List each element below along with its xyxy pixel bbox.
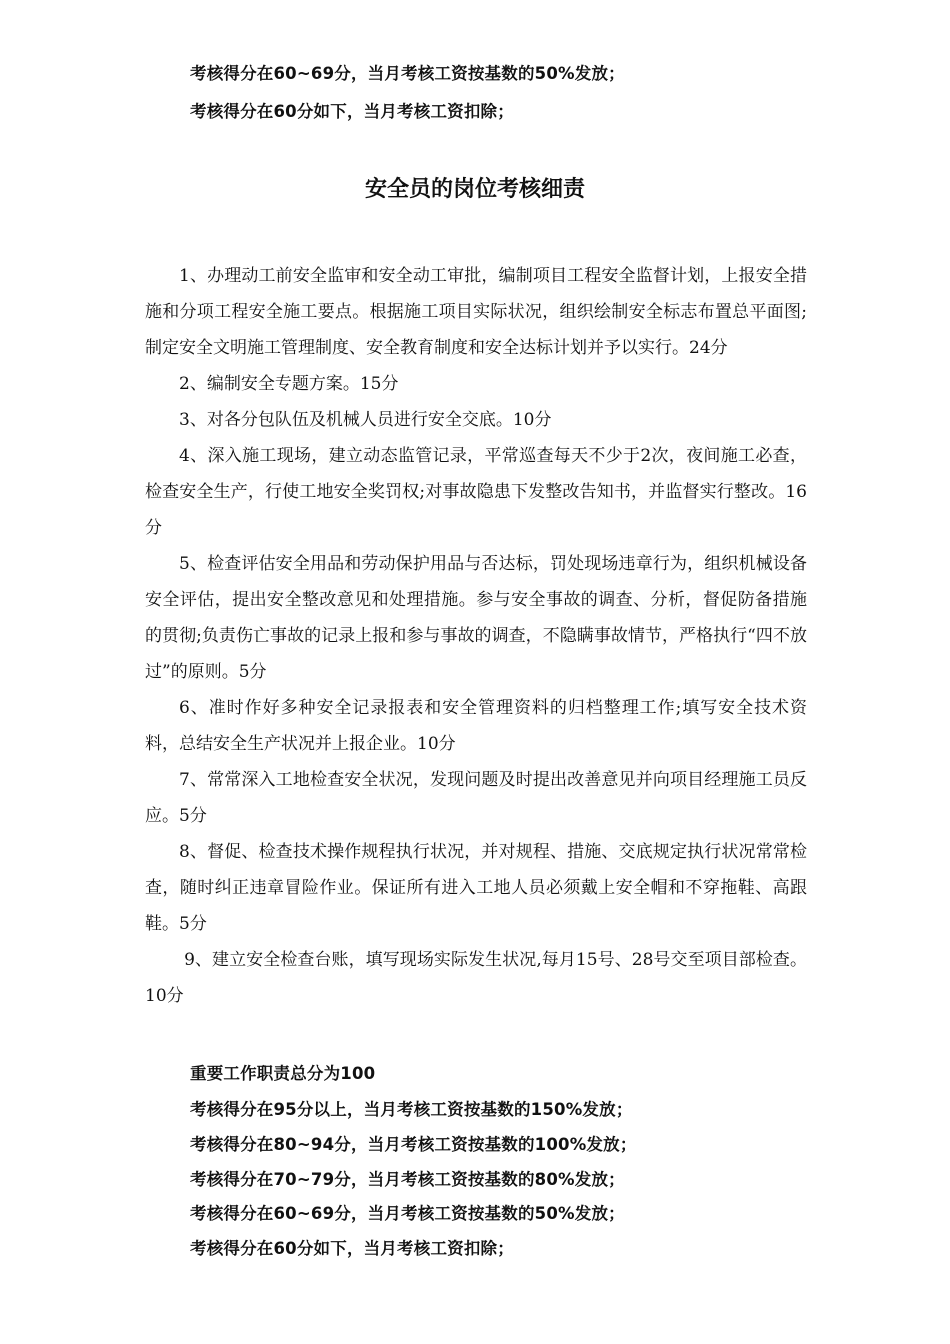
duty-item: 1、办理动工前安全监审和安全动工审批，编制项目工程安全监督计划，上报安全措施和分项工程安全施工要点。根据施工项目实际状况，组织绘制安全标志布置总平面图;制定安全文明施工管理制度、安全教育制度和安全达标计划并予以实行。24分 bbox=[145, 266, 807, 358]
score-rule-line: 考核得分在80~94分，当月考核工资按基数的100%发放； bbox=[190, 1135, 637, 1154]
duty-list bbox=[145, 258, 807, 1014]
duty-item: 8、督促、检查技术操作规程执行状况，并对规程、措施、交底规定执行状况常常检查，随时纠正违章冒险作业。保证所有进入工地人员必须戴上安全帽和不穿拖鞋、高跟鞋。5分 bbox=[145, 842, 807, 934]
score-rule-line: 考核得分在95分以上，当月考核工资按基数的150%发放； bbox=[190, 1100, 633, 1119]
duty-item: 2、编制安全专题方案。15分 bbox=[179, 374, 399, 394]
total-score-line: 重要工作职责总分为100 bbox=[190, 1064, 376, 1083]
duty-item: 9、建立安全检查台账，填写现场实际发生状况,每月15号、28号交至项目部检查。10分 bbox=[145, 950, 807, 1006]
score-rule-line: 考核得分在70~79分，当月考核工资按基数的80%发放； bbox=[190, 1170, 625, 1189]
duty-item: 6、准时作好多种安全记录报表和安全管理资料的归档整理工作;填写安全技术资料，总结安全生产状况并上报企业。10分 bbox=[145, 698, 807, 754]
score-rule-line: 考核得分在60~69分，当月考核工资按基数的50%发放； bbox=[190, 1204, 625, 1223]
duty-item: 5、检查评估安全用品和劳动保护用品与否达标，罚处现场违章行为，组织机械设备安全评估，提出安全整改意见和处理措施。参与安全事故的调查、分析，督促防备措施的贯彻;负责伤亡事故的记录上报和参与事故的调查，不隐瞒事故情节，严格执行“四不放过”的原则。5分 bbox=[145, 554, 807, 682]
duty-item: 4、深入施工现场，建立动态监管记录，平常巡查每天不少于2次，夜间施工必查，检查安全生产，行使工地安全奖罚权;对事故隐患下发整改告知书，并监督实行整改。16分 bbox=[145, 446, 807, 538]
score-rule-line: 考核得分在60~69分，当月考核工资按基数的50%发放； bbox=[190, 64, 625, 83]
score-rule-line: 考核得分在60分如下，当月考核工资扣除； bbox=[190, 1239, 514, 1258]
duty-item: 7、常常深入工地检查安全状况，发现问题及时提出改善意见并向项目经理施工员反应。5分 bbox=[145, 770, 807, 826]
score-rule-line: 考核得分在60分如下，当月考核工资扣除； bbox=[190, 102, 514, 121]
duty-item: 3、对各分包队伍及机械人员进行安全交底。10分 bbox=[179, 410, 552, 430]
section-title: 安全员的岗位考核细责 bbox=[364, 177, 585, 202]
